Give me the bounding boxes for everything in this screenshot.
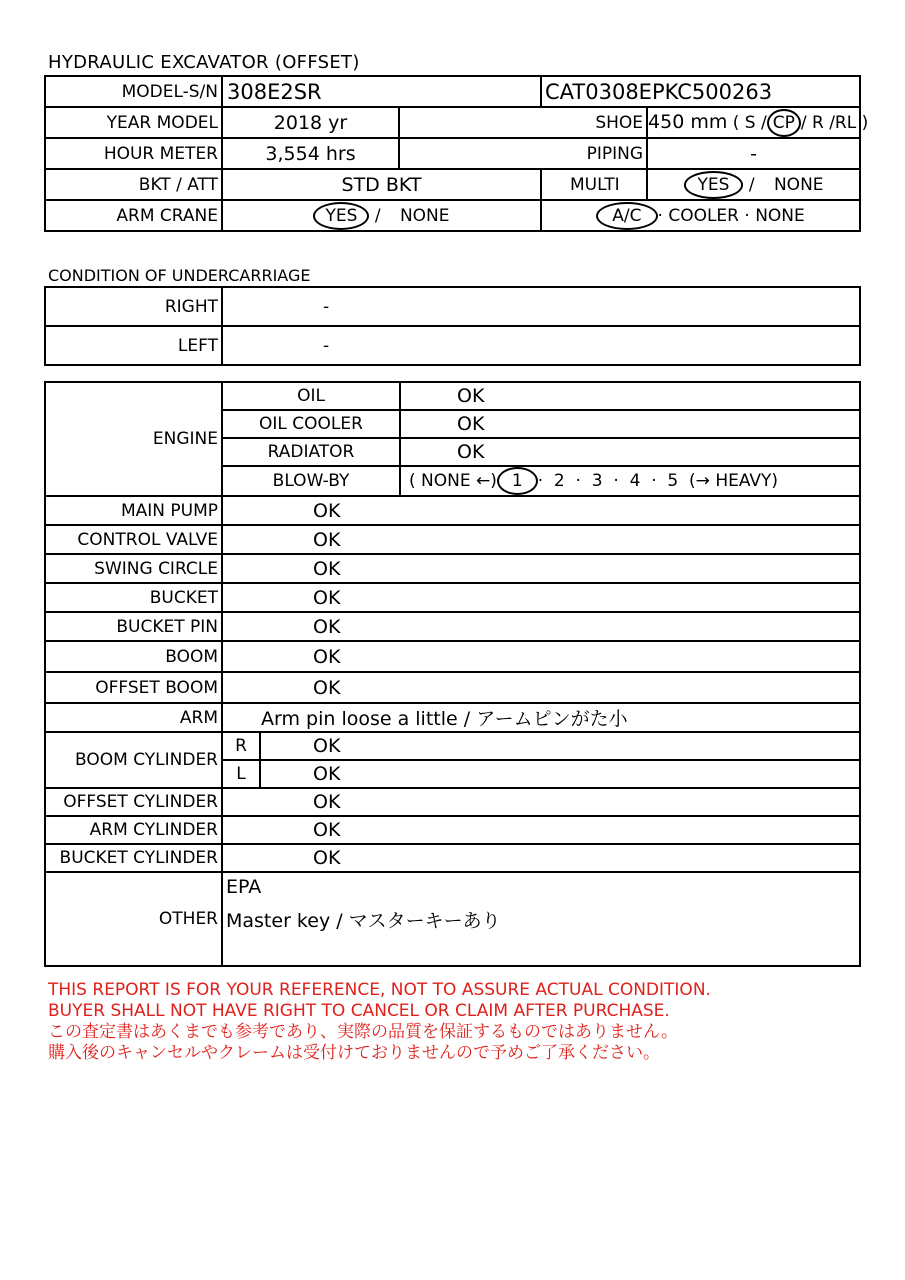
shoe-label: SHOE — [399, 107, 647, 138]
right-label: RIGHT — [45, 287, 222, 326]
table-row — [45, 872, 860, 966]
serial-value: CAT0308EPKC500263 — [541, 76, 860, 107]
engine-label: ENGINE — [45, 382, 222, 496]
hour-label: HOUR METER — [45, 138, 222, 169]
crane-label: ARM CRANE — [45, 200, 222, 231]
swing-circle-label: SWING CIRCLE — [45, 554, 222, 583]
table-row — [45, 138, 860, 169]
table-row — [45, 76, 860, 107]
radiator-label: RADIATOR — [222, 438, 400, 466]
year-value: 2018 yr — [222, 107, 399, 138]
oil-value: OK — [400, 382, 860, 410]
disclaimer-line-4: 購入後のキャンセルやクレームは受付けておりませんので予めご了承ください。 — [48, 1043, 660, 1063]
table-row — [45, 583, 860, 612]
boom-cyl-l-value: OK — [260, 760, 860, 788]
disclaimer — [48, 980, 711, 1064]
table-row — [45, 382, 860, 410]
left-value: - — [222, 326, 860, 365]
table-row — [45, 107, 860, 138]
control-valve-label: CONTROL VALVE — [45, 525, 222, 554]
bkt-value: STD BKT — [222, 169, 541, 200]
crane-sep: / — [374, 205, 381, 226]
shoe-open: ( — [732, 112, 740, 133]
table-row — [45, 200, 860, 231]
undercarriage-table — [44, 286, 861, 366]
boom-cyl-l-label: L — [222, 760, 260, 788]
table-row — [45, 612, 860, 641]
main-pump-value: OK — [222, 496, 860, 525]
shoe-value — [647, 107, 869, 138]
table-row — [45, 703, 860, 732]
swing-circle-value: OK — [222, 554, 860, 583]
offset-cyl-label: OFFSET CYLINDER — [45, 788, 222, 816]
table-row — [45, 641, 860, 672]
undercarriage-title: CONDITION OF UNDERCARRIAGE — [48, 266, 311, 285]
left-label: LEFT — [45, 326, 222, 365]
multi-none: NONE — [773, 174, 824, 195]
oil-cooler-value: OK — [400, 410, 860, 438]
disclaimer-line-3: この査定書はあくまでも参考であり、実際の品質を保証するものではありません。 — [48, 1022, 679, 1042]
right-value: - — [222, 287, 860, 326]
oil-cooler-label: OIL COOLER — [222, 410, 400, 438]
blowby-value — [400, 466, 860, 496]
table-row — [45, 169, 860, 200]
arm-cyl-label: ARM CYLINDER — [45, 816, 222, 844]
other-line-2: Master key / マスターキーあり — [226, 910, 501, 932]
table-row — [45, 672, 860, 703]
bucket-label: BUCKET — [45, 583, 222, 612]
disclaimer-line-1: THIS REPORT IS FOR YOUR REFERENCE, NOT TO ASSURE ACTUAL CONDITION. — [48, 980, 711, 1000]
shoe-cp-selected: CP — [767, 109, 801, 137]
arm-cyl-value: OK — [222, 816, 860, 844]
document-title: HYDRAULIC EXCAVATOR (OFFSET) — [48, 52, 360, 73]
blowby-rest: · 2 · 3 · 4 · 5 (→ HEAVY) — [537, 471, 779, 491]
offset-cyl-value: OK — [222, 788, 860, 816]
boom-label: BOOM — [45, 641, 222, 672]
multi-yes-selected: YES — [684, 171, 744, 199]
piping-value: - — [647, 138, 860, 169]
shoe-size: 450 mm — [648, 110, 728, 133]
piping-label: PIPING — [399, 138, 647, 169]
hour-value: 3,554 hrs — [222, 138, 399, 169]
other-value — [222, 872, 860, 966]
table-row — [45, 326, 860, 365]
offset-boom-label: OFFSET BOOM — [45, 672, 222, 703]
other-line-1: EPA — [226, 876, 262, 898]
disclaimer-line-2: BUYER SHALL NOT HAVE RIGHT TO CANCEL OR CLAIM AFTER PURCHASE. — [48, 1001, 670, 1021]
bkt-label: BKT / ATT — [45, 169, 222, 200]
other-label: OTHER — [45, 872, 222, 966]
ac-value — [541, 200, 860, 231]
crane-yes-selected: YES — [313, 202, 369, 230]
multi-value — [647, 169, 860, 200]
boom-cyl-label: BOOM CYLINDER — [45, 732, 222, 788]
table-row — [45, 287, 860, 326]
boom-cyl-r-value: OK — [260, 732, 860, 760]
model-label: MODEL-S/N — [45, 76, 222, 107]
offset-boom-value: OK — [222, 672, 860, 703]
arm-label: ARM — [45, 703, 222, 732]
model-value: 308E2SR — [222, 76, 541, 107]
crane-value — [222, 200, 541, 231]
spec-table — [44, 75, 869, 232]
table-row — [45, 496, 860, 525]
blowby-selected: 1 — [497, 467, 538, 495]
bucket-value: OK — [222, 583, 860, 612]
ac-rest: · COOLER · NONE — [657, 205, 805, 226]
bucket-pin-value: OK — [222, 612, 860, 641]
table-row — [45, 525, 860, 554]
boom-cyl-r-label: R — [222, 732, 260, 760]
table-row — [45, 788, 860, 816]
bucket-pin-label: BUCKET PIN — [45, 612, 222, 641]
crane-none: NONE — [399, 205, 450, 226]
oil-label: OIL — [222, 382, 400, 410]
table-row — [45, 732, 860, 760]
table-row — [45, 844, 860, 872]
boom-value: OK — [222, 641, 860, 672]
inspection-table — [44, 381, 861, 967]
radiator-value: OK — [400, 438, 860, 466]
multi-sep: / — [748, 174, 755, 195]
table-row — [45, 816, 860, 844]
table-row — [45, 554, 860, 583]
arm-value: Arm pin loose a little / アームピンがた小 — [222, 703, 860, 732]
bucket-cyl-value: OK — [222, 844, 860, 872]
main-pump-label: MAIN PUMP — [45, 496, 222, 525]
control-valve-value: OK — [222, 525, 860, 554]
shoe-rest: / R /RL ) — [800, 112, 869, 133]
multi-label: MULTI — [541, 169, 647, 200]
shoe-s: S / — [744, 112, 767, 133]
bucket-cyl-label: BUCKET CYLINDER — [45, 844, 222, 872]
ac-selected: A/C — [596, 202, 657, 230]
blowby-prefix: ( NONE ←) — [409, 471, 497, 491]
blowby-label: BLOW-BY — [222, 466, 400, 496]
year-label: YEAR MODEL — [45, 107, 222, 138]
